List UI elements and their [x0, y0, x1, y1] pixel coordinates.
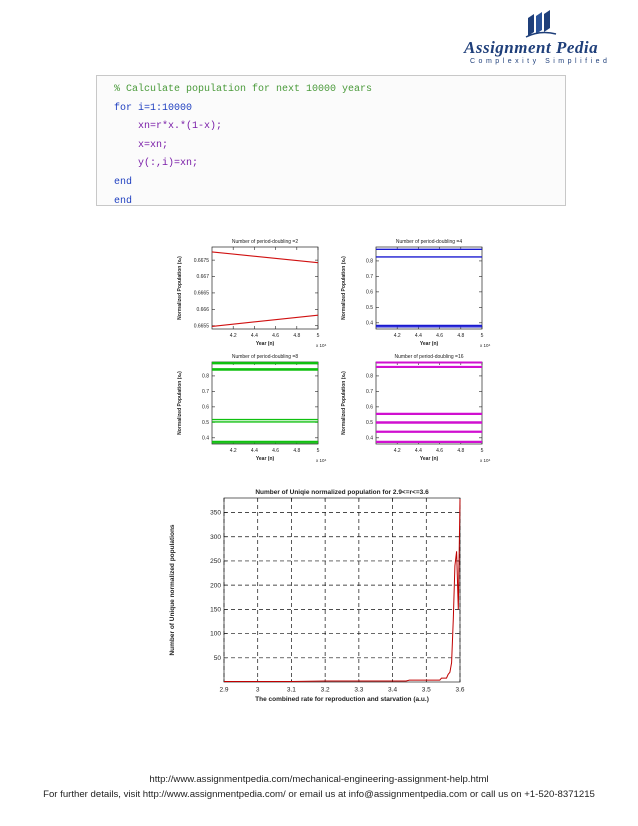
y-tick-label: 0.8: [202, 373, 209, 380]
x-tick-label: 3.3: [354, 686, 364, 694]
x-axis-exponent: x 10⁴: [480, 343, 491, 348]
y-tick-label: 0.6655: [193, 323, 209, 330]
y-tick-label: 0.4: [366, 435, 373, 442]
x-tick-label: 4.8: [457, 448, 465, 454]
y-tick-label: 0.5: [366, 420, 373, 427]
x-tick-label: 4.6: [272, 448, 280, 454]
chart-title: Number of period-doubling =2: [231, 239, 299, 245]
chart-unique-populations: [162, 476, 487, 721]
y-tick-label: 250: [210, 558, 221, 566]
x-axis-label: The combined rate for reproduction and starvation (a.u.): [255, 696, 429, 703]
footer: [0, 772, 638, 802]
code-line: x=xn;: [114, 139, 169, 151]
x-axis-exponent: x 10⁴: [316, 458, 327, 463]
code-line: xn=r*x.*(1-x);: [114, 121, 223, 133]
x-tick-label: 4.4: [414, 448, 422, 454]
y-tick-label: 350: [210, 509, 221, 517]
chart-period-doubling-4-svg: [332, 233, 491, 351]
code-listing: [96, 75, 566, 206]
y-tick-label: 0.7: [202, 389, 209, 396]
x-tick-label: 4.6: [436, 448, 444, 454]
footer-url[interactable]: http://www.assignmentpedia.com/mechanical-engineering-assignment-help.html: [149, 774, 489, 785]
chart-period-doubling-4: [332, 233, 491, 351]
x-tick-label: 4.8: [293, 448, 301, 454]
y-tick-label: 0.8: [366, 373, 373, 380]
chart-period-doubling-8-svg: [168, 348, 327, 466]
y-tick-label: 0.5: [366, 305, 373, 312]
code-line: for i=1:10000: [114, 102, 193, 114]
x-axis-exponent: x 10⁴: [480, 458, 491, 463]
x-tick-label: 5: [316, 333, 320, 339]
y-tick-label: 100: [210, 630, 221, 638]
chart-period-doubling-2: [168, 233, 327, 351]
x-axis-label: Year (n): [255, 456, 275, 462]
code-line: y(:,i)=xn;: [114, 158, 199, 170]
x-tick-label: 3.5: [421, 686, 431, 694]
x-tick-label: 4.8: [293, 333, 301, 339]
chart-period-doubling-16-svg: [332, 348, 491, 466]
x-tick-label: 4.6: [272, 333, 280, 339]
y-tick-label: 0.7: [366, 389, 373, 396]
x-axis-label: Year (n): [419, 341, 439, 347]
x-tick-label: 3.4: [388, 686, 398, 694]
chart-unique-populations-svg: [162, 476, 487, 721]
y-tick-label: 0.4: [202, 435, 209, 442]
y-tick-label: 200: [210, 582, 221, 590]
y-tick-label: 0.6675: [193, 257, 209, 264]
x-tick-label: 4.2: [229, 448, 237, 454]
x-tick-label: 5: [480, 333, 484, 339]
logo-tagline: Complexity Simplified: [470, 58, 611, 65]
x-tick-label: 4.4: [414, 333, 422, 339]
x-tick-label: 4.6: [436, 333, 444, 339]
logo-name: Assignment Pedia: [464, 38, 599, 57]
chart-title: Number of period-doubling =16: [394, 354, 464, 360]
y-tick-label: 0.4: [366, 320, 373, 327]
x-tick-label: 4.4: [250, 333, 258, 339]
code-line: end: [114, 195, 133, 207]
y-tick-label: 0.5: [202, 420, 209, 427]
x-axis-label: Year (n): [419, 456, 439, 462]
y-axis-label: Normalized Population (xₙ): [341, 256, 347, 320]
y-axis-label: Normalized Population (xₙ): [177, 371, 183, 435]
x-tick-label: 3.6: [455, 686, 465, 694]
y-axis-label: Normalized Population (xₙ): [177, 256, 183, 320]
book-stack-icon: [524, 10, 560, 40]
x-axis-label: Year (n): [255, 341, 275, 347]
y-tick-label: 0.7: [366, 274, 373, 281]
y-tick-label: 50: [213, 654, 221, 662]
chart-title: Number of period-doubling =4: [395, 239, 463, 245]
x-tick-label: 4.4: [250, 448, 258, 454]
y-tick-label: 0.6: [366, 404, 373, 411]
chart-title: Number of period-doubling =8: [231, 354, 299, 360]
x-tick-label: 4.2: [393, 448, 401, 454]
chart-title: Number of Uniqie normalized population for 2.9<=r<=3.6: [255, 489, 429, 496]
y-tick-label: 300: [210, 533, 221, 541]
footer-contact: For further details, visit http://www.assignmentpedia.com/ or email us at info@assignmentpedia.com or call us on +1-520-8371215: [43, 789, 595, 800]
x-tick-label: 5: [316, 448, 320, 454]
y-tick-label: 0.6: [202, 404, 209, 411]
x-tick-label: 4.2: [393, 333, 401, 339]
x-tick-label: 2.9: [219, 686, 229, 694]
x-tick-label: 4.2: [229, 333, 237, 339]
y-tick-label: 0.666: [196, 306, 209, 313]
y-axis-label: Normalized Population (xₙ): [341, 371, 347, 435]
assignmentpedia-logo: [440, 8, 630, 70]
x-tick-label: 3: [255, 686, 260, 694]
y-tick-label: 0.6665: [193, 290, 209, 297]
y-tick-label: 0.6: [366, 289, 373, 296]
x-axis-exponent: x 10⁴: [316, 343, 327, 348]
chart-period-doubling-8: [168, 348, 327, 466]
y-tick-label: 0.8: [366, 258, 373, 265]
y-tick-label: 150: [210, 606, 221, 614]
x-tick-label: 4.8: [457, 333, 465, 339]
plot-area: [212, 362, 318, 444]
x-tick-label: 5: [480, 448, 484, 454]
plot-area: [224, 498, 460, 682]
chart-period-doubling-2-svg: [168, 233, 327, 351]
x-tick-label: 3.2: [320, 686, 330, 694]
code-line: end: [114, 176, 133, 188]
code-line: % Calculate population for next 10000 years: [114, 84, 373, 95]
x-tick-label: 3.1: [286, 686, 296, 694]
y-axis-label: Number of Unique normalized populations: [169, 524, 176, 656]
plot-area: [376, 247, 482, 329]
y-tick-label: 0.667: [196, 274, 209, 281]
chart-period-doubling-16: [332, 348, 491, 466]
